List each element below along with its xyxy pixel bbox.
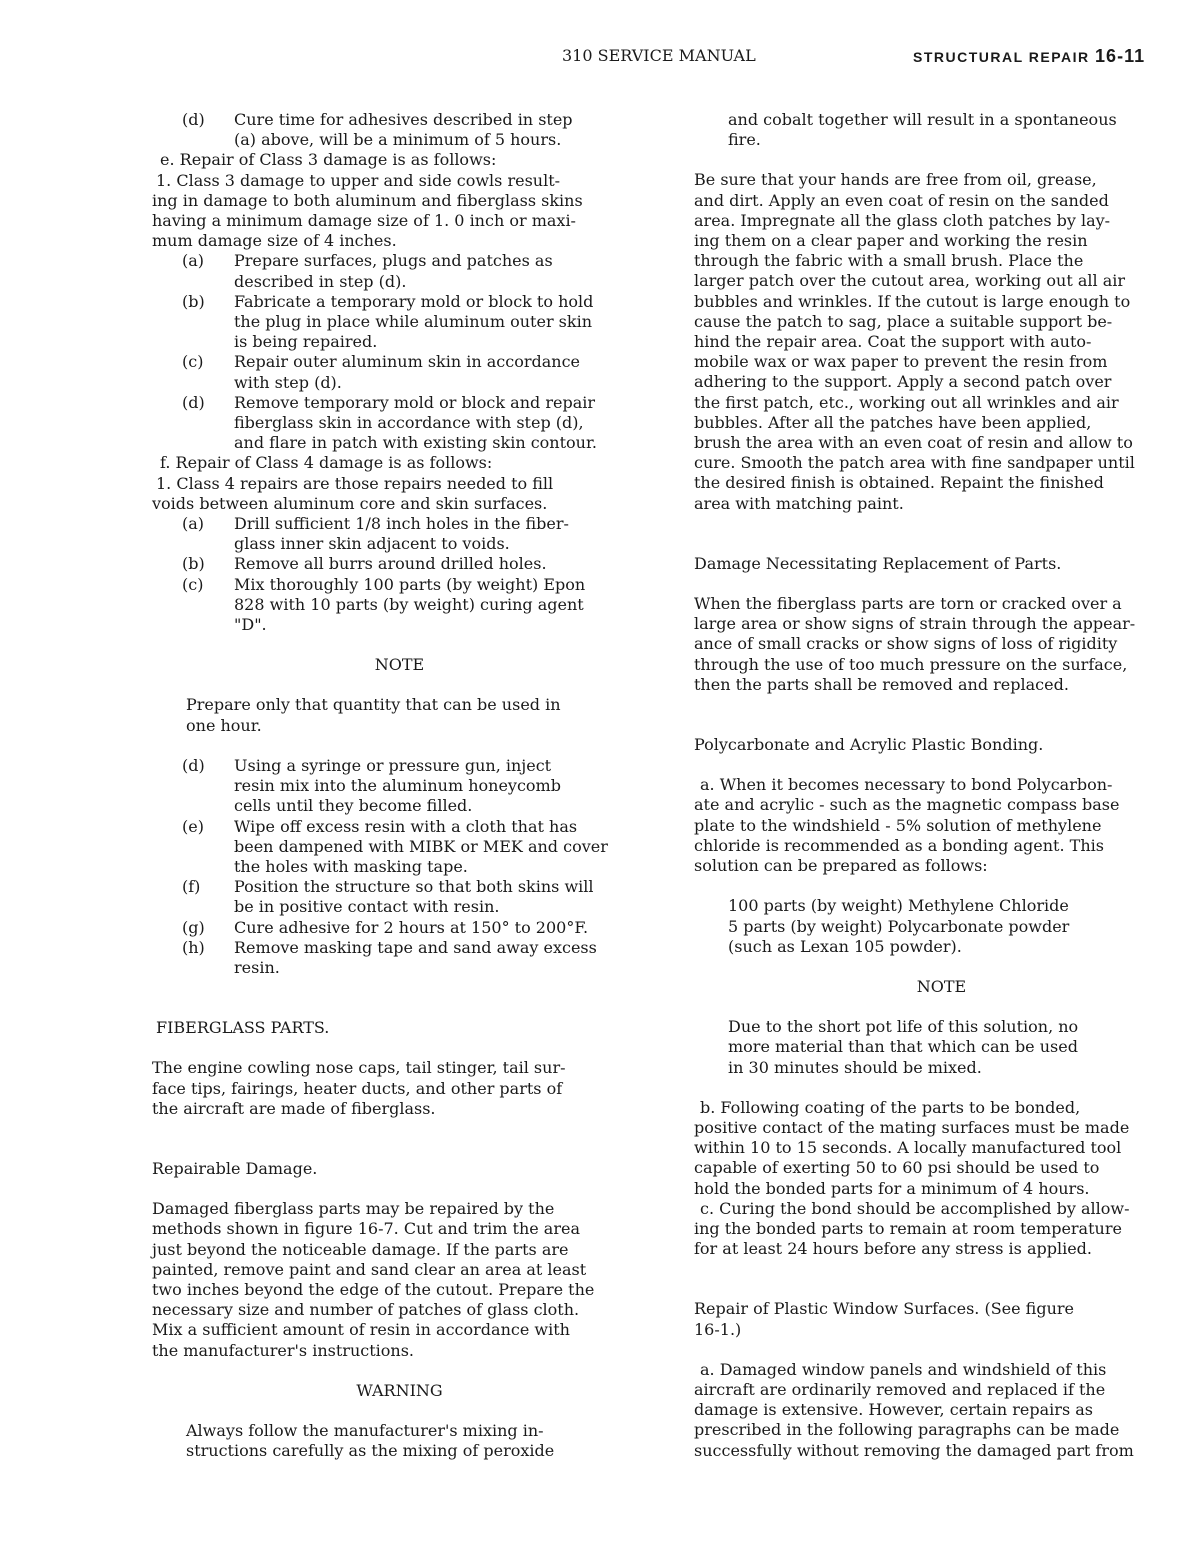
step-text-l1: Cure time for adhesives described in step [234, 110, 573, 129]
step-label: (d) [182, 755, 205, 775]
page-number: 16-11 [1095, 46, 1146, 66]
warning-text: Always follow the manufacturer's mixing in- structions carefully as the mixing of peroxide [186, 1420, 555, 1461]
warning-title: WARNING [356, 1380, 443, 1400]
step-label: (e) [182, 816, 204, 836]
honeycomb-step-f: (f) Position the structure so that both skins will be in positive contact with resin. [182, 877, 594, 917]
replacement-text: When the fiberglass parts are torn or cracked over a large area or show signs of strain through the appear- ance of small cracks or show signs of loss of rigidity through the use of too much pressure on the surface, then the parts shall be removed and replaced. [694, 594, 1136, 694]
fiberglass-parts-text: The engine cowling nose caps, tail stinger, tail sur- face tips, fairings, heater ducts, and other parts of the aircraft are made of fiberglass. [152, 1058, 566, 1118]
step-label: (h) [182, 937, 205, 957]
honeycomb-steps [152, 756, 647, 978]
polycarbonate-step-c: c. Curing the bond should be accomplished by allow- ing the bonded parts to remain at room temperature for at least 24 hours before any stress is applied. [694, 1198, 1130, 1259]
step-label: (d) [182, 392, 205, 412]
note-title: NOTE [374, 655, 425, 675]
warning-continued: and cobalt together will result in a spontaneous fire. [728, 110, 1117, 150]
class4-step-c: (c) Mix thoroughly 100 parts (by weight) Epon 828 with 10 parts (by weight) curing agent "D". [182, 574, 586, 635]
step-d-cure-time [152, 110, 647, 150]
section-title: STRUCTURAL REPAIR [913, 49, 1090, 65]
class3-step-b: (b) Fabricate a temporary mold or block to hold the plug in place while aluminum outer skin is being repaired. [182, 291, 594, 352]
step-label: (c) [182, 352, 204, 372]
formula-list [694, 896, 1189, 957]
step-label: (b) [182, 554, 205, 574]
class4-intro: 1. Class 4 repairs are those repairs needed to fill voids between aluminum core and skin surfaces. [152, 473, 554, 513]
class3-step-a: (a) Prepare surfaces, plugs and patches as described in step (d). [182, 251, 553, 291]
formula-line: 5 parts (by weight) Polycarbonate powder [728, 916, 1070, 936]
class3-steps [152, 251, 647, 453]
step-label: (a) [182, 251, 205, 271]
window-repair-step-a: a. Damaged window panels and windshield of this aircraft are ordinarily removed and replaced if the damage is extensive. However, certain repairs as prescribed in the following paragraphs can be made successfully without removing the damaged part from [694, 1359, 1134, 1460]
patch-procedure-text: Be sure that your hands are free from oil, grease, and dirt. Apply an even coat of resin on the sanded area. Impregnate all the glass cloth patches by lay- ing them on a clear paper and working the resin through the fabric with a small brush. Place the larger patch over the cutout area, working out all air bubbles and wrinkles. If the cutout is large enough to cause the patch to sag, place a suitable support be- hind the repair area. Coat the support with auto- mobile wax or wax paper to prevent the resin from adhering to the support. Apply a second patch over the first patch, etc., working out all wrinkles and air bubbles. After all the patches have been applied, brush the area with an even coat of resin and allow to cure. Smooth the patch area with fine sandpaper until the desired finish is obtained. Repaint the finished area with matching paint. [694, 170, 1135, 513]
class4-step-a: (a) Drill sufficient 1/8 inch holes in the fiber- glass inner skin adjacent to voids. [182, 514, 569, 554]
class3-intro: 1. Class 3 damage to upper and side cowls result- ing in damage to both aluminum and fiberglass skins having a minimum damage size of 1. 0 inch or maxi- mum damage size of 4 inches. [152, 170, 583, 251]
formula-line: (such as Lexan 105 powder). [728, 936, 962, 956]
window-repair-heading: Repair of Plastic Window Surfaces. (See figure 16-1.) [694, 1299, 1075, 1339]
class3-step-c: (c) Repair outer aluminum skin in accordance with step (d). [182, 352, 581, 392]
manual-title: 310 SERVICE MANUAL [562, 46, 756, 65]
step-text: Remove all burrs around drilled holes. [234, 554, 547, 574]
honeycomb-step-h: (h) Remove masking tape and sand away excess resin. [182, 937, 597, 977]
note-text: Due to the short pot life of this solution, no more material than that which can be used in 30 minutes should be mixed. [728, 1017, 1079, 1077]
class3-step-d: (d) Remove temporary mold or block and repair fiberglass skin in accordance with step (d), and flare in patch with existing skin contour. [182, 392, 597, 453]
step-text: Cure adhesive for 2 hours at 150° to 200°F. [234, 917, 589, 937]
polycarbonate-heading: Polycarbonate and Acrylic Plastic Bonding. [694, 735, 1044, 755]
step-label: (d) [182, 110, 205, 129]
right-column [694, 110, 1189, 1461]
step-label: (b) [182, 291, 205, 311]
class4-heading: f. Repair of Class 4 damage is as follows: [160, 453, 493, 473]
class4-steps [152, 514, 647, 635]
note-text: Prepare only that quantity that can be used in one hour. [186, 695, 561, 735]
step-label: (f) [182, 877, 201, 897]
polycarbonate-step-a: a. When it becomes necessary to bond Polycarbon- ate and acrylic - such as the magnetic compass base plate to the windshield - 5% solution of methylene chloride is recommended as a bonding agent. This solution can be prepared as follows: [694, 775, 1120, 876]
step-text-l2: (a) above, will be a minimum of 5 hours. [234, 130, 562, 150]
honeycomb-step-d: (d) Using a syringe or pressure gun, inject resin mix into the aluminum honeycomb cells until they become filled. [182, 755, 561, 816]
page-header-right [913, 46, 1145, 67]
polycarbonate-step-b: b. Following coating of the parts to be bonded, positive contact of the mating surfaces must be made within 10 to 15 seconds. A locally manufactured tool capable of exerting 50 to 60 psi should be used to hold the bonded parts for a minimum of 4 hours. [694, 1097, 1130, 1198]
fiberglass-parts-heading: FIBERGLASS PARTS. [156, 1018, 330, 1038]
repairable-damage-text: Damaged fiberglass parts may be repaired by the methods shown in figure 16-7. Cut and trim the area just beyond the noticeable damage. If the parts are painted, remove paint and sand clear an area at least two inches beyond the edge of the cutout. Prepare the necessary size and number of patches of glass cloth. Mix a sufficient amount of resin in accordance with the manufacturer's instructions. [152, 1199, 595, 1360]
left-column [152, 110, 647, 1461]
honeycomb-step-e: (e) Wipe off excess resin with a cloth that has been dampened with MIBK or MEK and cover the holes with masking tape. [182, 816, 608, 876]
step-label: (c) [182, 574, 204, 594]
note-title: NOTE [916, 976, 967, 996]
repairable-damage-heading: Repairable Damage. [152, 1158, 318, 1178]
class3-heading: e. Repair of Class 3 damage is as follows: [160, 150, 497, 170]
honeycomb-step-g [182, 918, 647, 938]
formula-line: 100 parts (by weight) Methylene Chloride [728, 896, 1069, 916]
replacement-heading: Damage Necessitating Replacement of Parts. [694, 553, 1062, 573]
step-label: (a) [182, 514, 205, 534]
step-label: (g) [182, 917, 205, 937]
class4-step-b [182, 554, 647, 574]
